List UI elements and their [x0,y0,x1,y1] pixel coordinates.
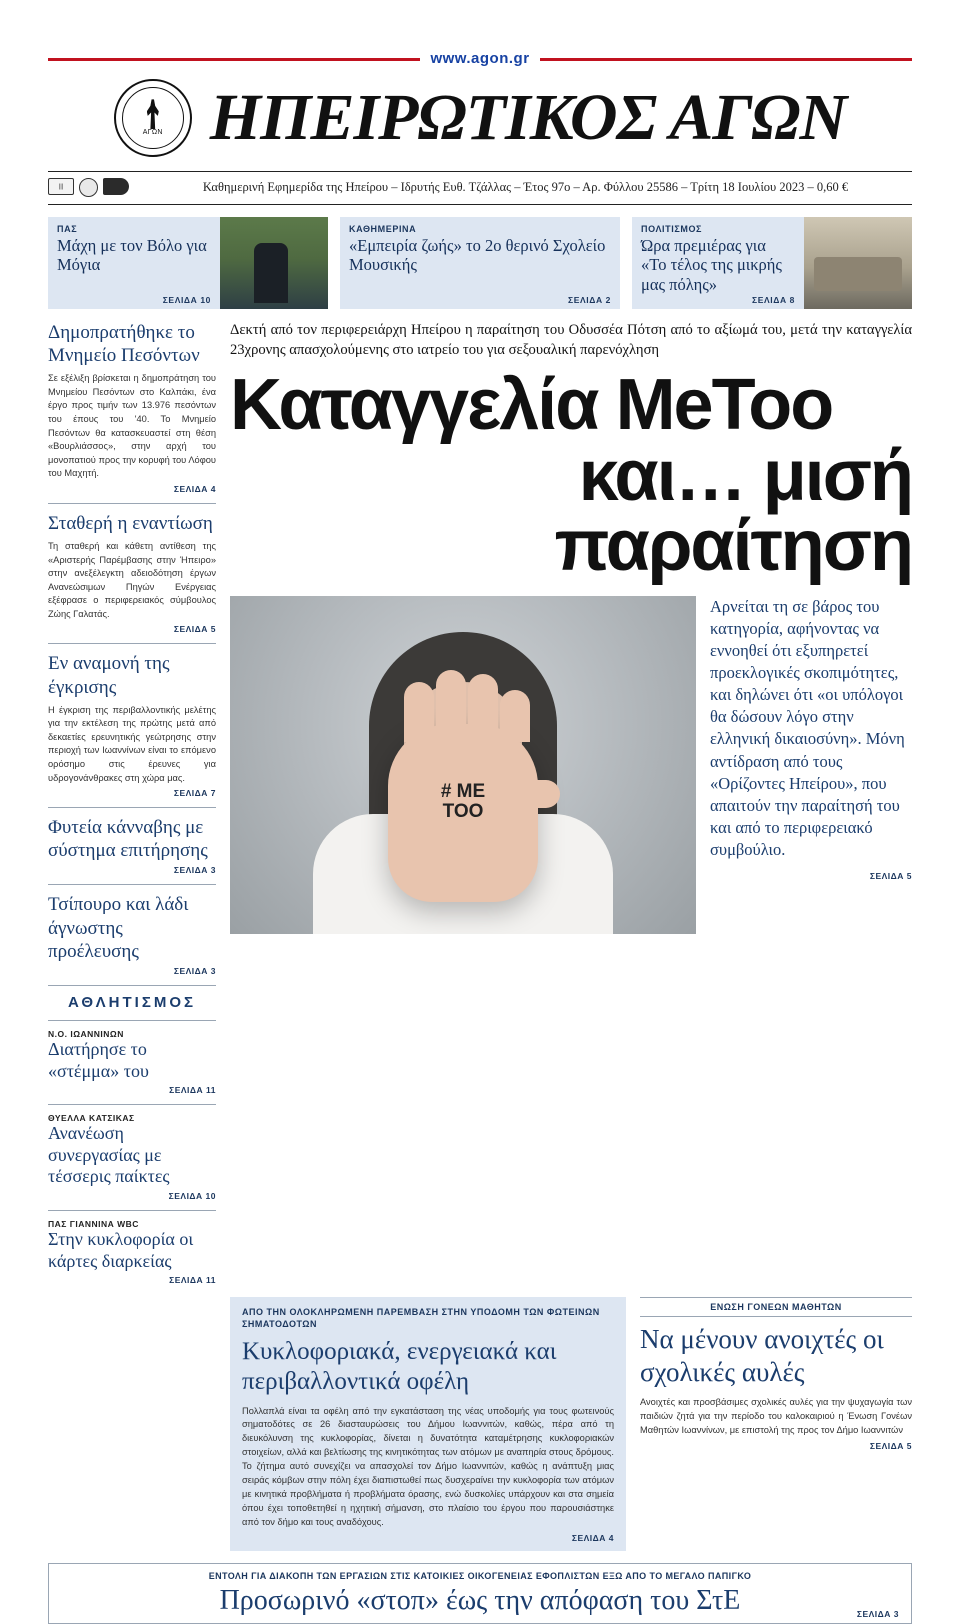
left-item[interactable] [48,512,216,635]
bottom-kicker: ΕΝΩΣΗ ΓΟΝΕΩΝ ΜΑΘΗΤΩΝ [640,1297,912,1317]
bottom-headline: Να μένουν ανοιχτές οι σχολικές αυλές [640,1324,884,1387]
main-grid [48,321,912,1285]
barcode-icon: ||| [48,178,74,195]
promo-card-culture[interactable] [632,217,912,309]
bottom-headline: Κυκλοφοριακά, ενεργειακά και περιβαλλοντικά οφέλη [242,1337,557,1395]
sports-pageref: ΣΕΛΙΔΑ 10 [168,1190,216,1201]
divider [48,807,216,808]
promo-kicker: ΠΟΛΙΤΙΣΜΟΣ [641,224,703,234]
left-headline: Τσίπουρο και λάδι άγνωστης προέλευσης [48,894,189,962]
sports-headline: Ανανέωση συνεργασίας με τέσσερις παίκτες [48,1123,170,1187]
lead-intro: Δεκτή από τον περιφερειάρχη Ηπείρου η παραίτηση του Οδυσσέα Πότση από το αξίωμά του, μετά την καταγγελία 23χρονης απασχολούμενης στο ιατρείο του για σεξουαλική παρενόχληση [230,322,912,358]
divider [48,1210,216,1211]
sports-pageref: ΣΕΛΙΔΑ 11 [169,1275,216,1286]
sports-item[interactable] [48,1113,216,1201]
divider [48,1104,216,1105]
sports-item[interactable] [48,1219,216,1285]
sports-pageref: ΣΕΛΙΔΑ 11 [169,1085,216,1096]
sports-kicker: Ν.Ο. ΙΩΑΝΝΙΝΩΝ [48,1028,124,1039]
left-body: Η έγκριση της περιβαλλοντικής μελέτης για την εκτέλεση της πρώτης μετά από δεκαετίες ερευνητικής γεώτρησης στην περιοχή των Ιωαννίνων είναι το επόμενο ορόσημο στις έρευνες για υδρογονάνθρακες στη χώρα μας. [48,704,216,783]
bottom-spacer [48,1297,216,1551]
lead-headline-line1: Καταγγελία MeToo [230,365,833,446]
left-pageref: ΣΕΛΙΔΑ 5 [173,624,216,635]
paper-title: ΗΠΕΙΡΩΤΙΚΟΣ ΑΓΩΝ [209,81,847,154]
lead-side-pageref: ΣΕΛΙΔΑ 5 [869,871,912,882]
website-url[interactable]: www.agon.gr [48,50,912,67]
newspaper-front-page [0,50,960,1619]
lead-headline [230,365,912,587]
promo-card-daily[interactable] [340,217,620,309]
metoo-line1: # ME [440,780,486,802]
promo-kicker: ΚΑΘΗΜΕΡΙΝΑ [349,224,417,234]
postal-badges [48,178,129,197]
promo-pageref: ΣΕΛΙΔΑ 8 [752,295,795,305]
sports-kicker: ΠΑΣ ΓΙΑΝΝΙΝΑ WBC [48,1218,139,1229]
bottom-body: Πολλαπλά είναι τα οφέλη από την εγκατάσταση της νέας υποδομής για τους φωτεινούς σηματοδότες σε 26 διασταυρώσεις του Δήμου Ιωαννιτών, καθώς, πέρα από τη διευκόλυνση της κυκλοφορίας, δίνεται η δυνατότητα καταμέτρησης κυκλοφοριακών στοιχείων, αλλά και βελτίωσης της κινητικότητας των ατόμων με αναπηρία στους δρόμους. Το ζήτημα αυτό συνεχίζει να απασχολεί τον Δήμο Ιωαννιτών, καθώς η ανάπτυξη μιας σειράς κόμβων στην πόλη έχει διαπιστωθεί πως δυσχεραίνει την κυκλοφορία των ατόμων με κινητικά προβλήματα ή προβλήματα όρασης, ενώ δυσκολίες υπάρχουν και στα σημεία όπου έχει τοποθετηθεί η ηχητική σήμανση, στο πλαίσιο του έργου που παρουσιάστηκε από τον δήμο και τους αναδόχους. [242,1405,614,1527]
bottom-body: Ανοιχτές και προσβάσιμες σχολικές αυλές για την ψυχαγωγία των παιδιών ζητά για την περίοδο του καλοκαιριού η Ένωση Γονέων Μαθητών Ιωαννίνων, με επιστολή της προς τον Δήμο Ιωαννιτών [640,1396,912,1435]
divider [48,643,216,644]
divider [48,503,216,504]
promo-headline: Μάχη με τον Βόλο για Μόγια [57,236,207,275]
left-headline: Σταθερή η εναντίωση [48,512,213,534]
crest-label: ΑΓΩΝ [142,129,163,137]
left-body: Σε εξέλιξη βρίσκεται η δημοπράτηση του Μνημείου Πεσόντων στο Καλπάκι, ένα έργο προς τιμήν των 13.976 πεσόντων του έπους του '40. Το Μνημείο Πεσόντων θα κατασκευαστεί στη θέση «Βουρλιάσσος», στην αρχή του μονοπατιού προς την κορυφή του Λόφου του Μαχητή. [48,373,216,479]
bottom-row [48,1297,912,1551]
newspaper-crest-icon [114,79,192,157]
footer-headline: Προσωρινό «στοπ» έως την απόφαση του ΣτΕ [219,1584,741,1616]
left-item[interactable] [48,816,216,875]
left-body: Τη σταθερή και κάθετη αντίθεση της «Αριστερής Παρέμβασης στην Ήπειρο» στην ανεξέλεγκτη αδειοδότηση έργων Ανανεώσιμων Πηγών Ενέργειας εξέφρασε ο περιφερειακός σύμβουλος Ζώης Γαλατάς. [48,541,216,619]
bottom-kicker: ΑΠΟ ΤΗΝ ΟΛΟΚΛΗΡΩΜΕΝΗ ΠΑΡΕΜΒΑΣΗ ΣΤΗΝ ΥΠΟΔΟΜΗ ΤΩΝ ΦΩΤΕΙΝΩΝ ΣΗΜΑΤΟΔΟΤΩΝ [242,1307,600,1329]
footer-banner[interactable] [48,1563,912,1624]
divider [48,1020,216,1021]
bottom-story-traffic[interactable] [230,1297,626,1551]
photo-finger [436,670,466,742]
promo-pageref: ΣΕΛΙΔΑ 2 [568,295,611,305]
bottom-story-schools[interactable] [640,1297,912,1551]
left-headline: Εν αναμονή της έγκρισης [48,653,170,698]
divider [48,884,216,885]
left-pageref: ΣΕΛΙΔΑ 3 [173,965,216,976]
sports-headline: Στην κυκλοφορία οι κάρτες διαρκείας [48,1228,194,1271]
lead-photo [230,596,696,934]
promo-headline: «Εμπειρία ζωής» το 2ο θερινό Σχολείο Μουσικής [349,236,606,275]
left-pageref: ΣΕΛΙΔΑ 4 [173,483,216,494]
photo-palm [388,724,538,902]
photo-metoo-text [441,782,485,822]
footer-pageref: ΣΕΛΙΔΑ 3 [856,1608,899,1619]
lead-story [230,321,912,1285]
photo-finger [468,674,498,742]
bottom-pageref: ΣΕΛΙΔΑ 5 [869,1440,912,1451]
promo-photo [804,217,912,309]
promo-pageref: ΣΕΛΙΔΑ 10 [162,295,211,305]
sports-headline: Διατήρησε το «στέμμα» του [48,1038,149,1081]
left-pageref: ΣΕΛΙΔΑ 3 [173,865,216,876]
seal-icon [79,178,98,197]
promo-headline: Ώρα πρεμιέρας για «Το τέλος της μικρής μας πόλης» [641,236,782,294]
left-column [48,321,216,1285]
issue-meta: Καθημερινή Εφημερίδα της Ηπείρου – Ιδρυτής Ευθ. Τζάλλας – Έτος 97ο – Αρ. Φύλλου 25586 – Τρίτη 18 Ιουλίου 2023 – 0,60 € [202,180,849,194]
left-headline: Δημοπρατήθηκε το Μνημείο Πεσόντων [48,322,200,367]
sports-kicker: ΘΥΕΛΛΑ ΚΑΤΣΙΚΑΣ [48,1113,135,1124]
left-item[interactable] [48,652,216,798]
footer-kicker: ΕΝΤΟΛΗ ΓΙΑ ΔΙΑΚΟΠΗ ΤΩΝ ΕΡΓΑΣΙΩΝ ΣΤΙΣ ΚΑΤΟΙΚΙΕΣ ΟΙΚΟΓΕΝΕΙΑΣ ΕΦΟΠΛΙΣΤΩΝ ΕΞΩ ΑΠΟ ΤΟ ΜΕΓΑΛΟ ΠΑΠΙΓΚΟ [208,1570,752,1581]
masthead-subbar [48,172,912,204]
promo-strip [48,217,912,309]
lead-side-text: Αρνείται τη σε βάρος του κατηγορία, αφήνοντας να εννοηθεί ότι εξυπηρετεί προεκλογικές σκοπιμότητες, και δηλώνει ότι «οι υπόλογοι θα δώσουν λόγο στην ελληνική δικαιοσύνη». Μόνη αντίδραση από τους «Ορίζοντες Ηπείρου», που απαιτούν την παραίτησή του και από το περιφερειακό συμβούλιο. [710,596,905,859]
promo-card-sports[interactable] [48,217,328,309]
bottom-pageref: ΣΕΛΙΔΑ 4 [571,1532,614,1543]
photo-finger [500,690,530,742]
photo-thumb-finger [506,780,560,808]
photo-finger [404,682,434,742]
promo-kicker: ΠΑΣ [57,224,78,234]
masthead-rule-2 [48,204,912,205]
left-headline: Φυτεία κάνναβης με σύστημα επιτήρησης [48,817,208,862]
left-item[interactable] [48,893,216,976]
lead-sidebar [710,596,912,934]
sports-section-title: ΑΘΛΗΤΙΣΜΟΣ [67,993,197,1011]
left-pageref: ΣΕΛΙΔΑ 7 [173,788,216,799]
divider [48,985,216,986]
left-item[interactable] [48,321,216,494]
lead-headline-line2: και… μισή παραίτηση [554,435,912,587]
masthead [48,79,912,157]
promo-photo [220,217,328,309]
metoo-line2: TOO [442,800,484,822]
lead-body [230,596,912,934]
elta-icon [103,178,129,195]
sports-item[interactable] [48,1029,216,1095]
